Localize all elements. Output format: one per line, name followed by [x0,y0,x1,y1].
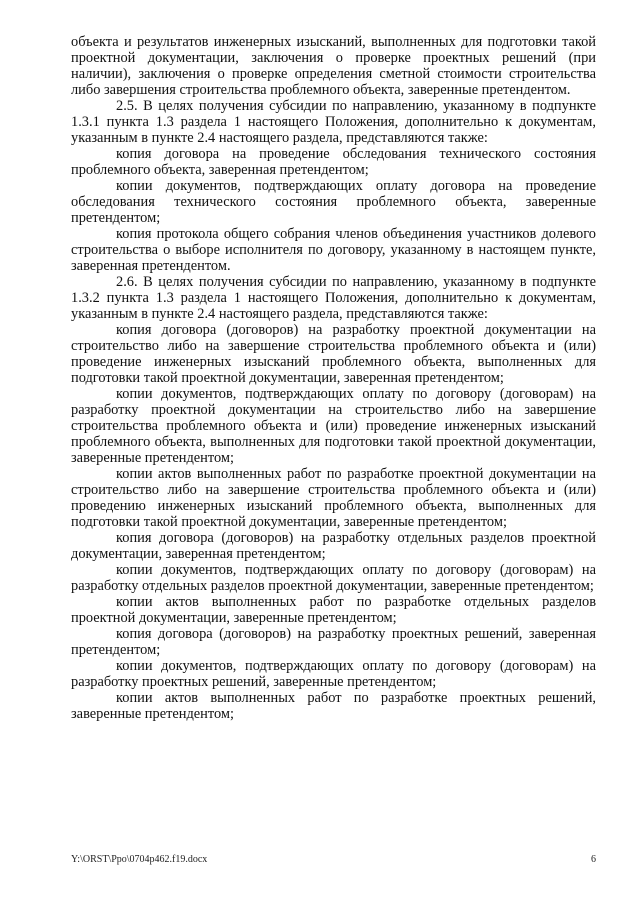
paragraph-item: копия протокола общего собрания членов объединения участников долевого строительства о выборе исполнителя по договору, указанному в настоящем пункте, заверенная претендентом. [71,226,596,274]
page-number: 6 [591,854,596,865]
document-body [71,34,596,722]
paragraph-item: копии актов выполненных работ по разработке проектной документации на строительство либо на завершение строительства проблемного объекта и (или) проведению инженерных изысканий проблемного объекта, выполненных для подготовки такой проектной документации, заверенные претендентом; [71,466,596,530]
paragraph-item: копии документов, подтверждающих оплату договора на проведение обследования технического состояния проблемного объекта, заверенные претендентом; [71,178,596,226]
paragraph-item: копия договора на проведение обследования технического состояния проблемного объекта, заверенная претендентом; [71,146,596,178]
paragraph-item: копия договора (договоров) на разработку отдельных разделов проектной документации, заверенная претендентом; [71,530,596,562]
paragraph-item: копии документов, подтверждающих оплату по договору (договорам) на разработку отдельных разделов проектной документации, заверенные претендентом; [71,562,596,594]
paragraph-item: копии актов выполненных работ по разработке проектных решений, заверенные претендентом; [71,690,596,722]
paragraph-continuation: объекта и результатов инженерных изысканий, выполненных для подготовки такой проектной документации, заключения о проверке проектных решений (при наличии), заключения о проверке определения сметной стоимости строительства либо завершения строительства проблемного объекта, заверенные претендентом. [71,34,596,98]
paragraph-2-5: 2.5. В целях получения субсидии по направлению, указанному в подпункте 1.3.1 пункта 1.3 раздела 1 настоящего Положения, дополнительно к документам, указанным в пункте 2.4 настоящего раздела, представляются также: [71,98,596,146]
paragraph-item: копия договора (договоров) на разработку проектных решений, заверенная претендентом; [71,626,596,658]
paragraph-2-6: 2.6. В целях получения субсидии по направлению, указанному в подпункте 1.3.2 пункта 1.3 раздела 1 настоящего Положения, дополнительно к документам, указанным в пункте 2.4 настоящего раздела, представляются также: [71,274,596,322]
paragraph-item: копии документов, подтверждающих оплату по договору (договорам) на разработку проектной документации на строительство либо на завершение строительства проблемного объекта и (или) проведение инженерных изысканий проблемного объекта, выполненных для подготовки такой проектной документации, заверенные претендентом; [71,386,596,466]
paragraph-item: копии актов выполненных работ по разработке отдельных разделов проектной документации, заверенные претендентом; [71,594,596,626]
footer-file-path: Y:\ORST\Ppo\0704p462.f19.docx [71,854,208,865]
paragraph-item: копия договора (договоров) на разработку проектной документации на строительство либо на завершение строительства проблемного объекта и (или) проведение инженерных изысканий проблемного объекта, выполненных для подготовки такой проектной документации, заверенная претендентом; [71,322,596,386]
paragraph-item: копии документов, подтверждающих оплату по договору (договорам) на разработку проектных решений, заверенные претендентом; [71,658,596,690]
